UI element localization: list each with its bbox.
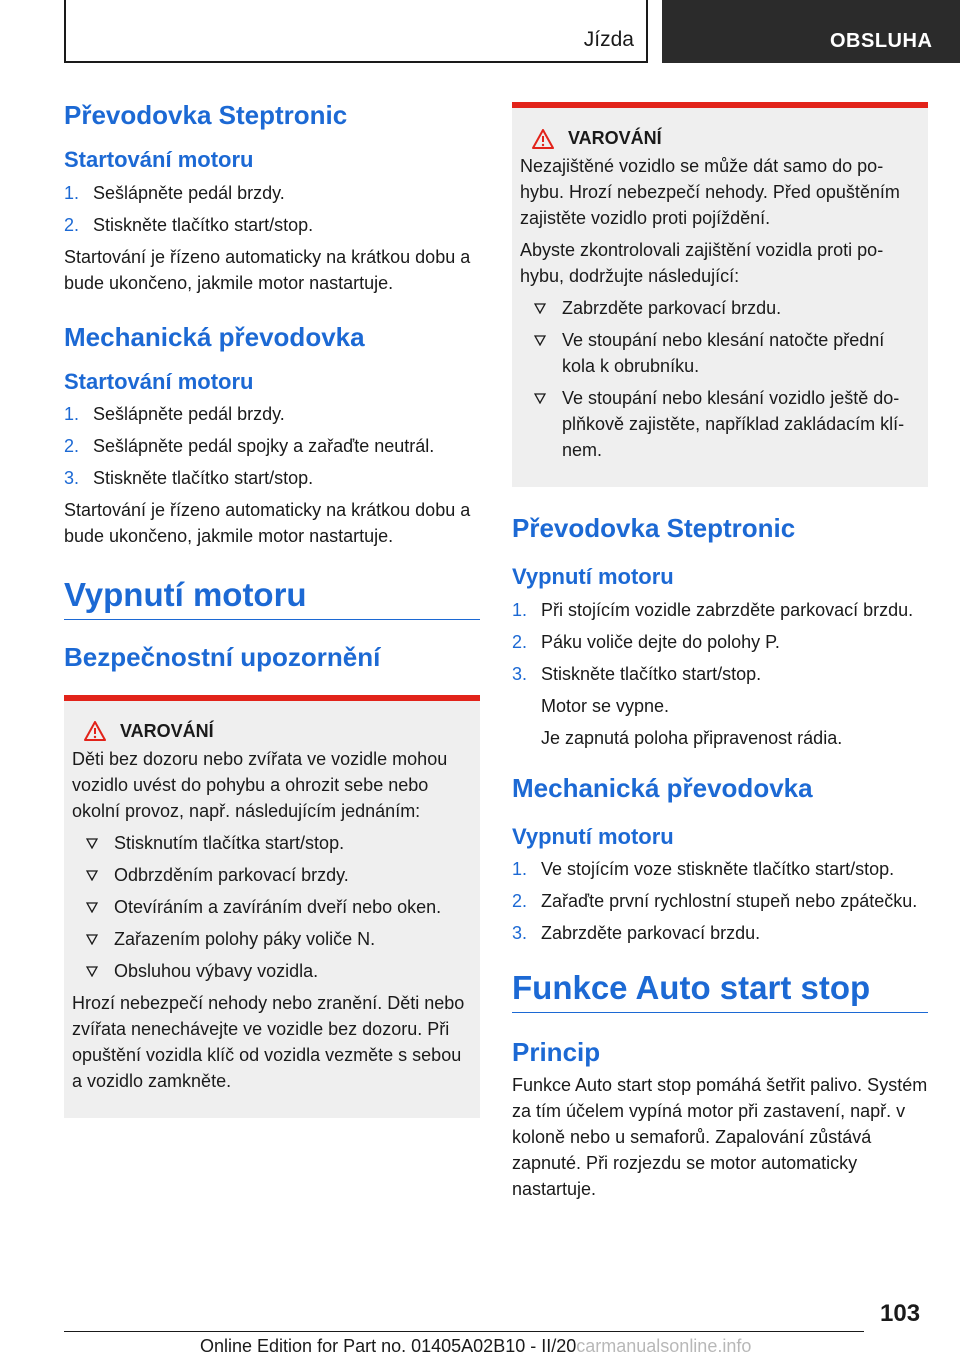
result-line: Motor se vypne.: [541, 695, 670, 716]
triangle-bullet-icon: [534, 335, 546, 346]
list-item: 1. Sešlápněte pedál brzdy.: [64, 182, 285, 203]
heading-autostart-rule: [512, 968, 928, 1013]
heading-mechanical-stop: Mechanická převodovka: [512, 772, 813, 803]
heading-steptronic-stop: Převodovka Steptronic: [512, 513, 796, 543]
warning-title: VAROVÁNÍ: [568, 128, 662, 148]
heading-principle: Princip: [512, 1036, 601, 1067]
triangle-bullet-icon: [86, 934, 98, 945]
triangle-bullet-icon: [534, 303, 546, 314]
list-item: Obsluhou výbavy vozidla.: [80, 958, 472, 984]
paragraph-principle: Funkce Auto start stop pomáhá šetřit palivo. Systém za tím účelem vypíná motor při zastavení, např. v koloně nebo u semaforů. Zapalování zůstává zapnuté. Při rozjezdu se motor automaticky nastartuje.: [512, 1074, 928, 1199]
warning-intro: Děti bez dozoru nebo zvířata ve vozidle mohou vozidlo uvést do pohybu a ohrozit sebe nebo okolní provoz, např. následujícím jednáním:: [72, 748, 448, 821]
list-item: 3. Stiskněte tlačítko start/stop.: [512, 663, 762, 684]
section-title: OBSLUHA: [830, 30, 933, 52]
subheading-start-engine: Startování motoru: [64, 368, 254, 394]
subheading-stop-engine: Vypnutí motoru: [512, 823, 674, 849]
header-chapter-box: [64, 0, 648, 63]
list-item: Zařazením polohy páky voliče N.: [80, 926, 472, 952]
chapter-title: Jízda: [583, 28, 634, 51]
section-tab: [662, 0, 960, 63]
warning-paragraph: Nezajištěné vozidlo se může dát samo do pohybu. Hrozí nebezpečí nehody. Před opuštěním zajistěte vozidlo proti pojíždění.: [520, 156, 900, 228]
list-item: 2. Sešlápněte pedál spojky a zařaďte neutrál.: [64, 436, 435, 457]
start-steps-mechanical: [64, 401, 480, 491]
edition-note: Online Edition for Part no. 01405A02B10 - II/20: [200, 1336, 577, 1356]
list-item: 1. Sešlápněte pedál brzdy.: [64, 404, 285, 425]
heading-steptronic-start: Převodovka Steptronic: [64, 100, 348, 130]
list-item: Zabrzděte parkovací brzdu.: [528, 295, 920, 321]
footer-divider: [64, 1331, 864, 1332]
warning-title: VAROVÁNÍ: [120, 720, 214, 741]
warning-list: [520, 295, 920, 463]
subheading-stop-engine: Vypnutí motoru: [512, 564, 674, 590]
warning-box-rolling: [512, 102, 928, 487]
heading-safety-notes: Bezpečnostní upozornění: [64, 641, 381, 672]
right-column: [512, 102, 928, 1202]
list-item: Stisknutím tlačítka start/stop.: [80, 830, 472, 856]
triangle-bullet-icon: [86, 902, 98, 913]
start-steps-steptronic: [64, 180, 480, 238]
footer-line: [200, 1336, 751, 1357]
warning-paragraph: Abyste zkontrolovali zajištění vozidla proti pohybu, dodržujte následující:: [520, 240, 884, 286]
watermark-text: carmanualsonline.info: [576, 1336, 752, 1356]
list-item: 1. Ve stojícím voze stiskněte tlačítko start/stop.: [512, 859, 895, 880]
list-item: 2. Páku voliče dejte do polohy P.: [512, 631, 780, 652]
left-column: [64, 100, 480, 1118]
stop-steps-mechanical: [512, 856, 928, 946]
triangle-bullet-icon: [534, 393, 546, 404]
heading-auto-start-stop: Funkce Auto start stop: [512, 969, 871, 1007]
paragraph-start-auto: Startování je řízeno automaticky na krátkou dobu a bude ukončeno, jakmile motor nastartuje.: [64, 246, 471, 293]
triangle-bullet-icon: [86, 870, 98, 881]
paragraph-start-auto: Startování je řízeno automaticky na krátkou dobu a bude ukončeno, jakmile motor nastartuje.: [64, 500, 471, 547]
warning-outro: Hrozí nebezpečí nehody nebo zranění. Děti nebo zvířata nenechávejte ve vozidle bez dozoru. Při opuštění vozidla klíč od vozidla vezměte s sebou a vozidlo zamkněte.: [72, 992, 465, 1091]
triangle-bullet-icon: [86, 966, 98, 977]
list-item: 1. Při stojícím vozidle zabrzděte parkovací brzdu.: [512, 599, 914, 620]
list-item: 3. Zabrzděte parkovací brzdu.: [512, 923, 761, 944]
page-number: 103: [880, 1300, 921, 1327]
heading-stop-engine: Vypnutí motoru: [64, 576, 307, 614]
list-item: Otevíráním a zavíráním dveří nebo oken.: [80, 894, 472, 920]
list-item: Ve stoupání nebo klesání natočte přední kola k obrubníku.: [528, 327, 920, 379]
warning-box-children: [64, 695, 480, 1118]
result-line: Je zapnutá poloha připravenost rádia.: [541, 727, 843, 748]
list-item: Ve stoupání nebo klesání vozidlo ještě doplňkově zajistěte, například zakládacím klínem.: [528, 385, 920, 463]
list-item: Odbrzděním parkovací brzdy.: [80, 862, 472, 888]
warning-triangle-icon: [84, 721, 106, 741]
heading-stop-rule: [64, 575, 480, 620]
heading-mechanical-start: Mechanická převodovka: [64, 321, 365, 352]
list-item: 2. Stiskněte tlačítko start/stop.: [64, 214, 314, 235]
warning-list: [72, 830, 472, 984]
list-item: 2. Zařaďte první rychlostní stupeň nebo zpátečku.: [512, 891, 918, 912]
warning-triangle-icon: [532, 129, 554, 149]
list-item: 3. Stiskněte tlačítko start/stop.: [64, 468, 314, 489]
triangle-bullet-icon: [86, 838, 98, 849]
subheading-start-engine: Startování motoru: [64, 147, 254, 173]
stop-steps-steptronic: [512, 597, 928, 687]
